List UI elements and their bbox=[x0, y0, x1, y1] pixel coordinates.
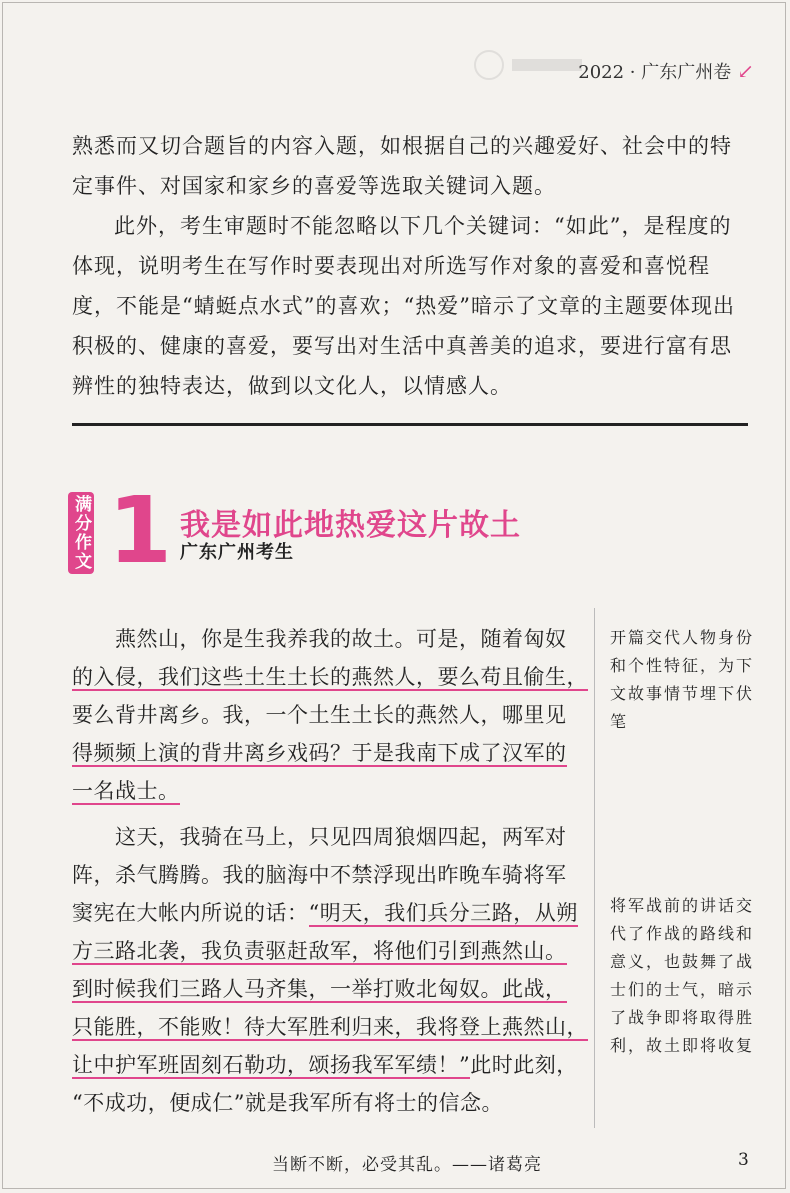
essay-title: 我是如此地热爱这片故土 bbox=[180, 508, 521, 543]
section-divider bbox=[72, 423, 748, 426]
essay-line: 方三路北袭，我负责驱赶敌军，将他们引到燕然山。 bbox=[72, 939, 567, 963]
essay-line: 要么背井离乡。我，一个土生土长的燕然人，哪里见 bbox=[72, 703, 567, 727]
essay-line: “不成功，便成仁”就是我军所有将士的信念。 bbox=[72, 1091, 503, 1115]
footer-quote: 当断不断，必受其乱。——诸葛亮 bbox=[272, 1155, 542, 1175]
header-text: 2022 · 广东广州卷 bbox=[578, 62, 732, 83]
essay-number: 1 bbox=[108, 477, 173, 584]
faded-logo-icon bbox=[474, 50, 584, 80]
essay-line: 让中护军班固刻石勒功，颂扬我军军绩！”此时此刻， bbox=[72, 1053, 578, 1077]
essay-line: 得频频上演的背井离乡戏码？于是我南下成了汉军的 bbox=[72, 741, 567, 765]
full-score-badge: 满分作文 bbox=[68, 492, 94, 574]
corner-arrow-icon: ↙ bbox=[737, 59, 754, 83]
essay-line: 阵，杀气腾腾。我的脑海中不禁浮现出昨晚车骑将军 bbox=[72, 863, 567, 887]
essay-line: 到时候我们三路人马齐集，一举打败北匈奴。此战， bbox=[72, 977, 567, 1001]
essay-line: 的入侵，我们这些土生土长的燕然人，要么苟且偷生， bbox=[72, 665, 588, 689]
intro-paragraph-2: 此外，考生审题时不能忽略以下几个关键词：“如此”，是程度的体现，说明考生在写作时要表现出对所选写作对象的喜爱和喜悦程度，不能是“蜻蜓点水式”的喜欢；“热爱”暗示了文章的主题要体现出积极的、健康的喜爱，要写出对生活中真善美的追求，要进行富有思辨性的独特表达，做到以文化人，以情感人。 bbox=[72, 214, 735, 398]
essay-line: 只能胜，不能败！待大军胜利归来，我将登上燕然山， bbox=[72, 1015, 588, 1039]
essay-line: 窦宪在大帐内所说的话：“明天，我们兵分三路，从朔 bbox=[72, 901, 578, 925]
margin-note-1: 开篇交代人物身份和个性特征，为下文故事情节埋下伏笔 bbox=[610, 628, 755, 731]
margin-note-2: 将军战前的讲话交代了作战的路线和意义，也鼓舞了战士们的士气，暗示了战争即将取得胜利，故土即将收复 bbox=[610, 896, 755, 1055]
essay-line: 这天，我骑在马上，只见四周狼烟四起，两军对 bbox=[72, 825, 567, 849]
essay-line: 一名战士。 bbox=[72, 779, 180, 803]
essay-author: 广东广州考生 bbox=[180, 542, 294, 563]
intro-paragraph-1: 熟悉而又切合题旨的内容入题，如根据自己的兴趣爱好、社会中的特定事件、对国家和家乡的喜爱等选取关键词入题。 bbox=[72, 134, 732, 198]
page-number: 3 bbox=[738, 1150, 749, 1170]
margin-divider bbox=[594, 608, 595, 1128]
page-header bbox=[578, 58, 754, 84]
essay-line: 燕然山，你是生我养我的故土。可是，随着匈奴 bbox=[72, 627, 567, 651]
